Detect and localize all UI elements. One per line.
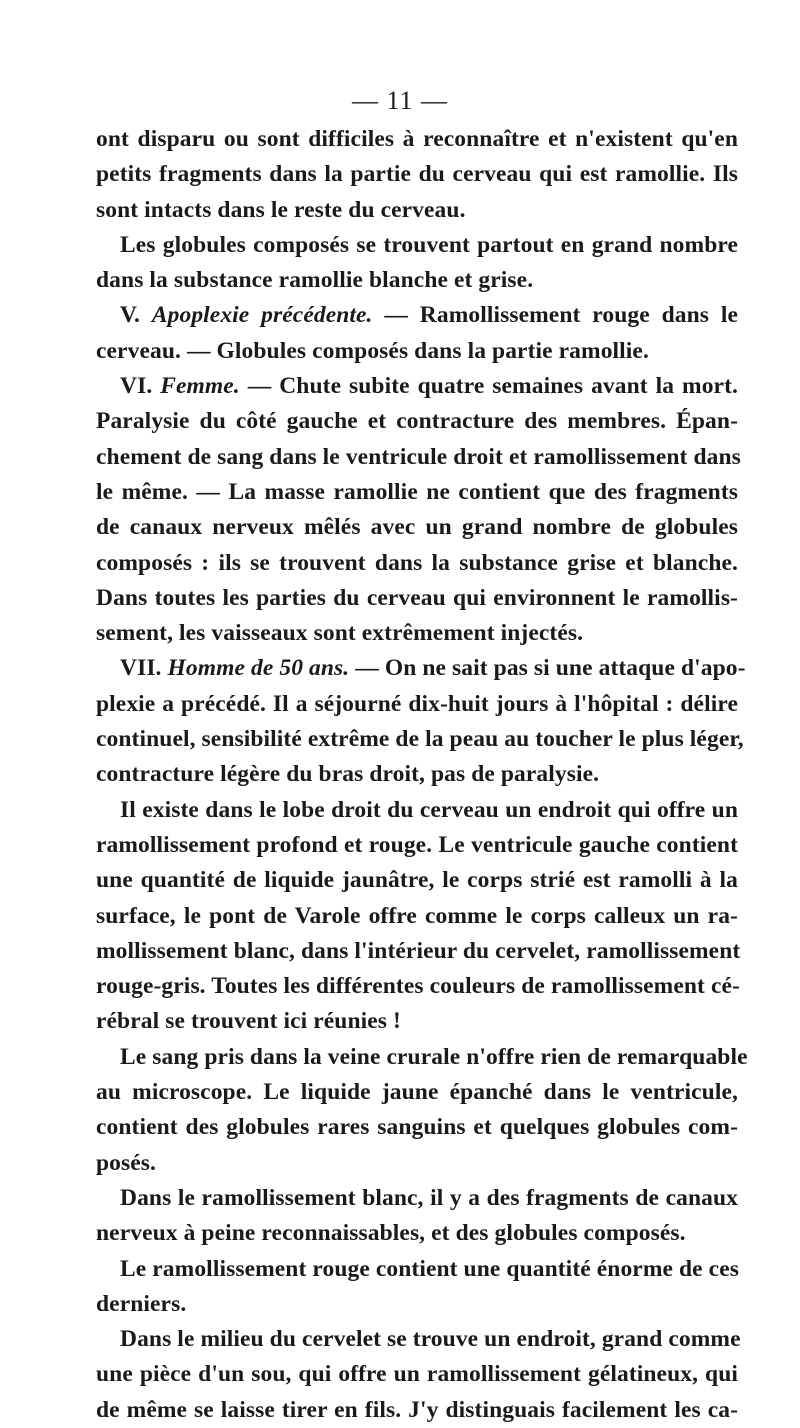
line-text: nerveux à peine reconnaissables, et des globules composés. [96, 1220, 686, 1247]
line-text: Les globules composés se trouvent partout en grand nombre [120, 231, 738, 258]
line-text: le même. — La masse ramollie ne contient que des fragments [96, 478, 738, 505]
text-line [96, 404, 738, 439]
text-line [96, 899, 738, 934]
line-text: plexie a précédé. Il a séjourné dix-huit jours à l'hôpital : délire [96, 690, 738, 717]
line-text: Le sang pris dans la veine crurale n'offre rien de remarquable [120, 1043, 748, 1070]
text-line [96, 934, 741, 969]
text-line [96, 581, 738, 616]
text-line [96, 863, 738, 898]
line-text: surface, le pont de Varole offre comme le corps calleux un ra- [96, 902, 738, 929]
line-text: composés : ils se trouvent dans la substance grise et blanche. [96, 549, 738, 576]
line-text: derniers. [96, 1290, 187, 1317]
line-text: dans la substance ramollie blanche et grise. [96, 267, 534, 294]
page-number: — 11 — [351, 86, 449, 115]
text-line [96, 369, 738, 404]
line-text: sement, les vaisseaux sont extrêmement injectés. [96, 620, 584, 647]
text-line [96, 334, 738, 369]
text-line [96, 1075, 738, 1110]
body-text [96, 122, 748, 1428]
text-line [96, 793, 738, 828]
text-line [96, 651, 746, 686]
line-text: au microscope. Le liquide jaune épanché dans le ventricule, [96, 1079, 738, 1106]
line-text: une pièce d'un sou, qui offre un ramollissement gélatineux, qui [96, 1361, 738, 1388]
line-text: rébral se trouvent ici réunies ! [96, 1008, 401, 1035]
line-text: — Chute subite quatre semaines avant la mort. [239, 373, 738, 400]
text-line [96, 263, 738, 298]
text-line [96, 969, 738, 1004]
text-line [96, 1393, 738, 1428]
text-line [96, 546, 738, 581]
line-text: contient des globules rares sanguins et quelques globules com- [96, 1114, 738, 1141]
line-text: posés. [96, 1149, 157, 1176]
text-line [96, 475, 738, 510]
line-text: Dans le ramollissement blanc, il y a des fragments de canaux [120, 1184, 738, 1211]
case-number: VII. [120, 655, 168, 682]
text-line [96, 828, 738, 863]
line-text: de même se laisse tirer en fils. J'y distinguais facilement les ca- [96, 1396, 738, 1423]
line-text: Il existe dans le lobe droit du cerveau un endroit qui offre un [120, 796, 738, 823]
text-line [96, 1146, 738, 1181]
text-line [96, 1004, 738, 1039]
text-line [96, 298, 738, 333]
line-text: petits fragments dans la partie du cerveau qui est ramollie. Ils [96, 161, 738, 188]
case-heading: Homme de 50 ans. [167, 655, 350, 682]
text-line [96, 616, 738, 651]
text-line [96, 1040, 748, 1075]
text-line [96, 122, 738, 157]
case-number: V. [120, 302, 152, 329]
line-text: ont disparu ou sont difficiles à reconnaître et n'existent qu'en [96, 126, 738, 152]
line-text: cerveau. — Globules composés dans la partie ramollie. [96, 337, 649, 364]
line-text: continuel, sensibilité extrême de la peau au toucher le plus léger, [96, 726, 744, 753]
text-line [96, 440, 741, 475]
line-text: ramollissement profond et rouge. Le ventricule gauche contient [96, 831, 738, 858]
text-line [96, 687, 738, 722]
line-text: une quantité de liquide jaunâtre, le corps strié est ramolli à la [96, 867, 738, 894]
text-line [96, 228, 738, 263]
text-line [96, 193, 738, 228]
line-text: contracture légère du bras droit, pas de paralysie. [96, 761, 600, 788]
text-line [96, 1322, 741, 1357]
line-text: rouge-gris. Toutes les différentes couleurs de ramollissement cé- [96, 973, 740, 1000]
text-line [96, 1287, 738, 1322]
text-line [96, 157, 738, 192]
case-heading: Femme. [160, 373, 240, 400]
text-line [96, 757, 738, 792]
case-number: VI. [120, 373, 161, 400]
line-text: Paralysie du côté gauche et contracture des membres. Épan- [96, 408, 738, 435]
line-text: mollissement blanc, dans l'intérieur du cervelet, ramollissement [96, 937, 741, 964]
text-line [96, 722, 744, 757]
text-line [96, 1252, 738, 1287]
text-line [96, 1216, 738, 1251]
line-text: chement de sang dans le ventricule droit et ramollissement dans [96, 443, 741, 470]
line-text: Le ramollissement rouge contient une quantité énorme de ces [120, 1255, 739, 1282]
text-line [96, 1181, 738, 1216]
text-line [96, 510, 738, 545]
text-line [96, 1357, 738, 1392]
line-text: — Ramollissement rouge dans le [372, 302, 738, 329]
case-heading: Apoplexie précédente. [151, 302, 373, 329]
line-text: — On ne sait pas si une attaque d'apo- [349, 655, 746, 682]
line-text: de canaux nerveux mêlés avec un grand nombre de globules [96, 514, 738, 541]
line-text: Dans toutes les parties du cerveau qui environnent le ramollis- [96, 584, 738, 611]
line-text: Dans le milieu du cervelet se trouve un endroit, grand comme [120, 1326, 741, 1353]
line-text: sont intacts dans le reste du cerveau. [96, 196, 466, 223]
text-line [96, 1110, 738, 1145]
